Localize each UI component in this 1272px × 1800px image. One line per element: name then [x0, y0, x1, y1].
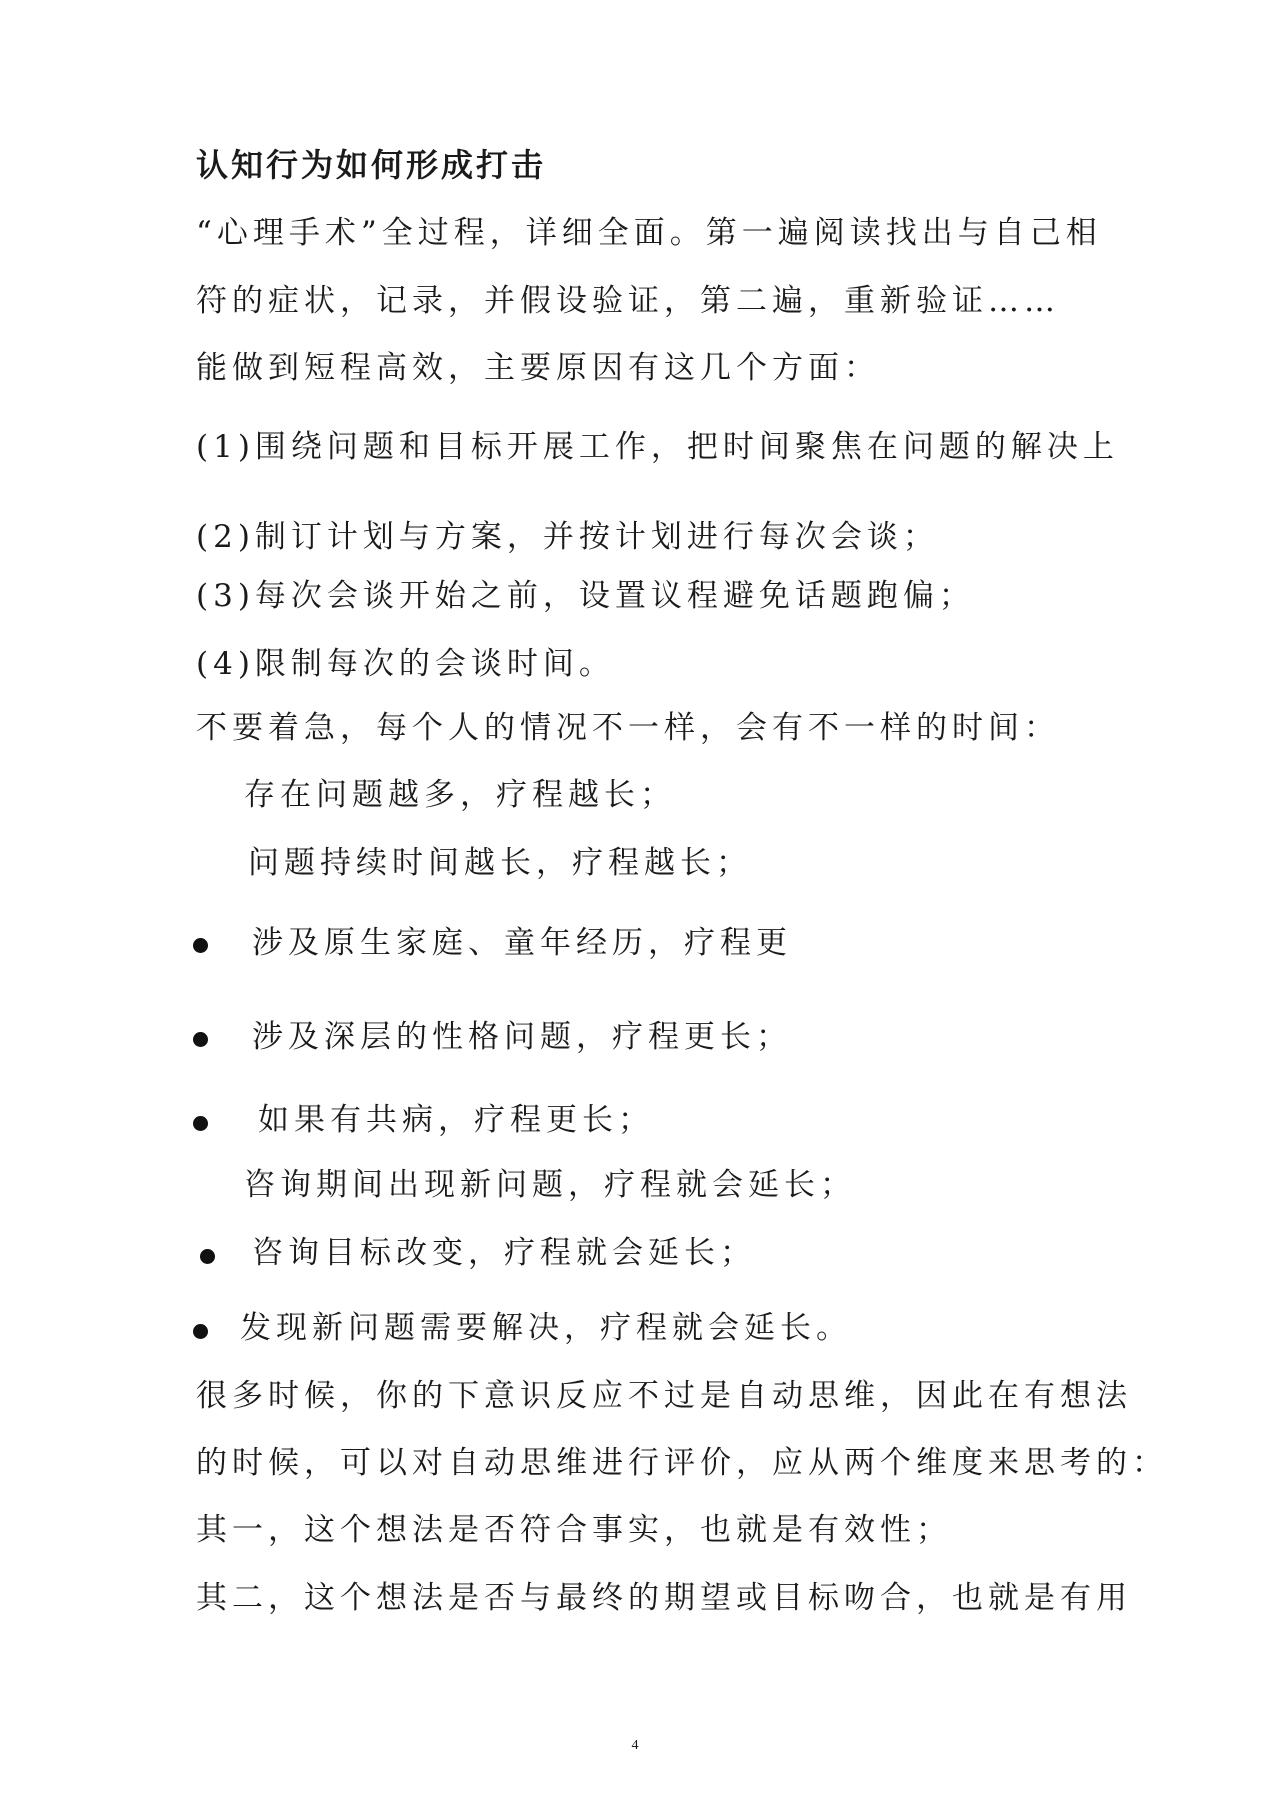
- paragraph-line: 其二，这个想法是否与最终的期望或目标吻合，也就是有用: [196, 1580, 1132, 1616]
- bullet-item: 涉及原生家庭、童年经历，疗程更: [252, 925, 792, 961]
- paragraph-line: 很多时候，你的下意识反应不过是自动思维，因此在有想法: [196, 1378, 1132, 1414]
- bullet-icon: [193, 1116, 208, 1131]
- bullet-item: 发现新问题需要解决，疗程就会延长。: [240, 1310, 852, 1346]
- indented-line: 存在问题越多，疗程越长；: [244, 777, 676, 813]
- bullet-icon: [193, 1032, 208, 1047]
- paragraph-line: 能做到短程高效，主要原因有这几个方面：: [196, 350, 880, 386]
- list-item: (1)围绕问题和目标开展工作，把时间聚焦在问题的解决上: [196, 429, 1119, 465]
- bullet-item: 如果有共病，疗程更长；: [258, 1102, 654, 1138]
- paragraph-line: 符的症状，记录，并假设验证，第二遍，重新验证……: [196, 283, 1060, 319]
- page-title: 认知行为如何形成打击: [196, 146, 547, 184]
- bullet-icon: [193, 1324, 208, 1339]
- paragraph-line: 的时候，可以对自动思维进行评价，应从两个维度来思考的：: [196, 1445, 1168, 1481]
- paragraph-line: “心理手术”全过程，详细全面。第一遍阅读找出与自己相: [196, 215, 1102, 251]
- bullet-item: 咨询目标改变，疗程就会延长；: [252, 1235, 756, 1271]
- indented-line: 问题持续时间越长，疗程越长；: [248, 845, 752, 881]
- paragraph-line: 不要着急，每个人的情况不一样，会有不一样的时间：: [196, 710, 1060, 746]
- list-item: (2)制订计划与方案，并按计划进行每次会谈；: [196, 519, 939, 555]
- bullet-icon: [193, 938, 208, 953]
- paragraph-line: 其一，这个想法是否符合事实，也就是有效性；: [196, 1512, 952, 1548]
- list-item: (3)每次会谈开始之前，设置议程避免话题跑偏；: [196, 578, 975, 614]
- list-item: (4)限制每次的会谈时间。: [196, 646, 615, 682]
- page-number: 4: [631, 1738, 639, 1753]
- indented-line: 咨询期间出现新问题，疗程就会延长；: [244, 1167, 856, 1203]
- bullet-icon: [200, 1249, 215, 1264]
- bullet-item: 涉及深层的性格问题，疗程更长；: [252, 1019, 792, 1055]
